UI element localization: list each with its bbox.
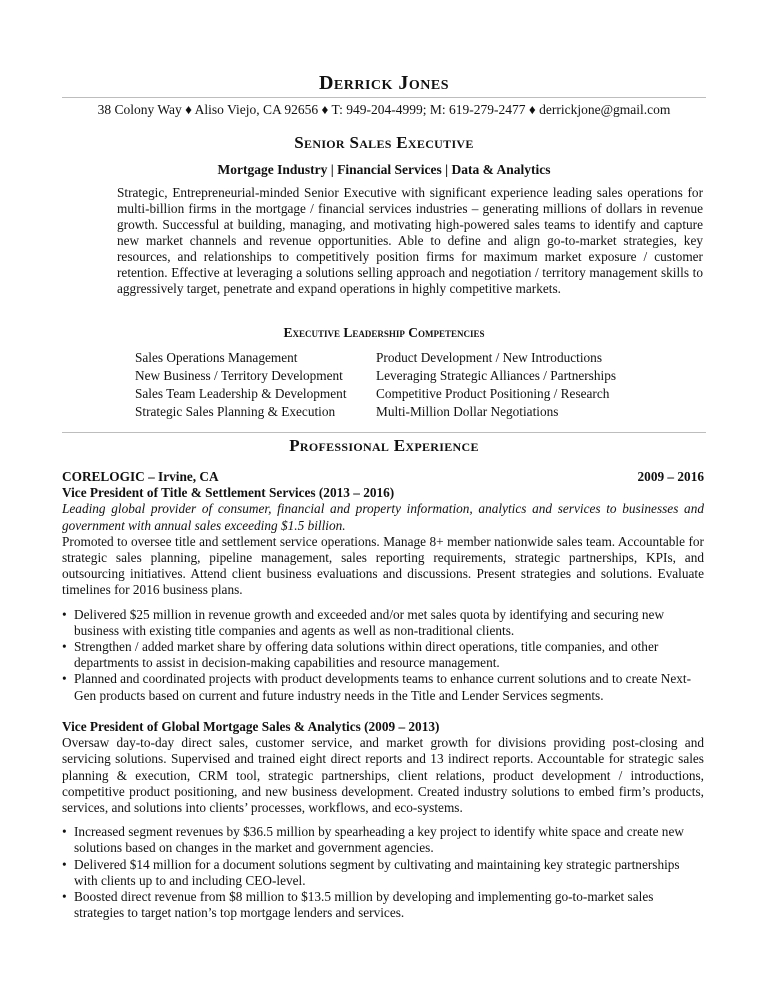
achievement-item: • Planned and coordinated projects with product developments teams to enhance current solutions and to create Next-Gen products based on current and future industry needs in the Title and Lender Services segments.: [62, 671, 692, 703]
competency-item: Sales Operations Management: [135, 350, 298, 365]
role-title: Vice President of Title & Settlement Services (2013 – 2016): [62, 485, 395, 501]
section-divider: [62, 432, 706, 433]
contact-line: 38 Colony Way ♦ Aliso Viejo, CA 92656 ♦ T: 949-204-4999; M: 619-279-2477 ♦ derrickjone@gmail.com: [97, 102, 671, 117]
profile-summary: Strategic, Entrepreneurial-minded Senior Executive with significant experience leading sales operations for multi-billion firms in the mortgage / financial services industries – generating millions of dollars in revenue growth. Successful at building, managing, and motivating high-powered sales teams to identify and capture new market channels and revenue opportunities. Able to define and align go-to-market strategies, key resources, and relationships to competitively position firms for maximum market exposure / customer retention. Effective at leveraging a solutions selling approach and negotiation / territory management skills to aggressively target, penetrate and expand operations in highly competitive markets.: [117, 185, 703, 296]
job-corelogic: [62, 469, 704, 704]
achievement-item: • Delivered $25 million in revenue growth and exceeded and/or met sales quota by identifying and securing new business with existing title companies and agents as well as non-traditional clients.: [62, 606, 665, 638]
competency-item: Competitive Product Positioning / Research: [376, 386, 610, 401]
role-summary: Oversaw day-to-day direct sales, customer service, and market growth for divisions providing post-closing and servicing solutions. Supervised and trained eight direct reports and 13 indirect reports. Accountable for strategic sales planning & execution, CRM tool, strategic partnerships, client relations, product development / introductions, competitive product positioning, and new business development. Created industry solutions to embed firm’s products, services, and solutions into clients’ processes, workflows, and eco-systems.: [62, 735, 704, 816]
achievement-list: [62, 824, 704, 921]
role-title: Vice President of Global Mortgage Sales & Analytics (2009 – 2013): [62, 719, 440, 734]
achievement-item: • Strengthen / added market share by offering data solutions within direct operations, title companies, and other departments to assist in decision-making capabilities and resource management.: [62, 639, 659, 671]
achievement-list: [62, 607, 704, 704]
competencies-heading: Executive Leadership Competencies: [283, 325, 485, 340]
competency-item: Strategic Sales Planning & Execution: [135, 404, 336, 419]
company-description: Leading global provider of consumer, financial and property information, analytics and services to businesses and government with annual sales exceeding $1.5 billion.: [62, 501, 704, 533]
role-summary: Promoted to oversee title and settlement service operations. Manage 8+ member nationwide sales team. Accountable for strategic sales planning, pipeline management, sales reporting requirements, strategic partnerships, KPIs, and outsourcing initiatives. Attend client business evaluations and discussions. Present strategies and solutions. Evaluate timelines for 2016 business plans.: [62, 533, 704, 598]
employer-row: [62, 469, 704, 485]
experience-heading: Professional Experience: [289, 436, 479, 455]
competency-item: New Business / Territory Development: [135, 368, 343, 383]
competency-item: Multi-Million Dollar Negotiations: [376, 404, 559, 419]
profile-subtitle: Mortgage Industry | Financial Services | Data & Analytics: [217, 162, 551, 177]
competency-item: Leveraging Strategic Alliances / Partnerships: [376, 368, 617, 383]
competencies-right-column: [376, 349, 616, 421]
achievement-item: • Boosted direct revenue from $8 million to $13.5 million by developing and implementing go-to-market sales strategies to target nation’s top mortgage lenders and services.: [62, 889, 654, 921]
job-corelogic-role-2: [62, 719, 704, 921]
competency-item: Product Development / New Introductions: [376, 350, 603, 365]
employment-dates: 2009 – 2016: [637, 469, 704, 484]
competencies-left-column: [135, 349, 347, 421]
candidate-name: Derrick Jones: [318, 72, 450, 94]
achievement-item: • Increased segment revenues by $36.5 million by spearheading a key project to identify white space and create new solutions based on changes in the market and government agencies.: [62, 824, 684, 856]
header-divider: [62, 97, 706, 98]
competency-item: Sales Team Leadership & Development: [135, 386, 347, 401]
profile-title: Senior Sales Executive: [294, 133, 474, 152]
achievement-item: • Delivered $14 million for a document solutions segment by cultivating and maintaining key strategic partnerships with clients up to and including CEO-level.: [62, 856, 680, 888]
employer-name: CORELOGIC – Irvine, CA: [62, 469, 219, 484]
